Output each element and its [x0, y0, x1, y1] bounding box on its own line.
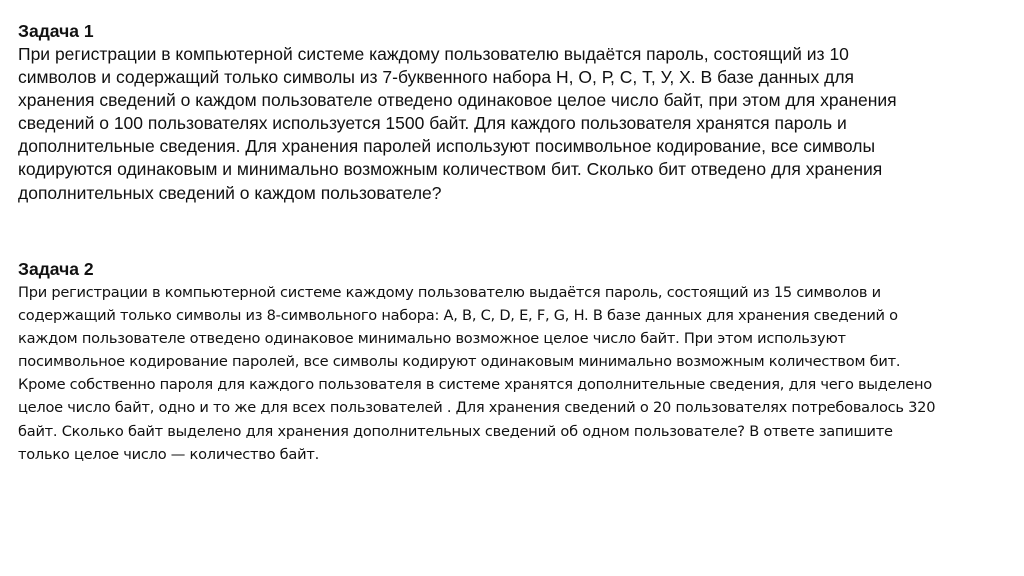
task-2-block [18, 258, 1008, 466]
task-1-line: кодируются одинаковым и минимально возможным количеством бит. Сколько бит отведено для хранения [18, 159, 883, 180]
task-2-line: целое число байт, одно и то же для всех пользователей . Для хранения сведений о 20 пользователях потребовалось 320 [18, 399, 936, 417]
task-2-line: посимвольное кодирование паролей, все символы кодируют одинаковым минимально возможным количеством бит. [18, 353, 901, 371]
task-2-line: байт. Сколько байт выделено для хранения дополнительных сведений об одном пользователе? В ответе запишите [18, 422, 893, 440]
task-2-line: При регистрации в компьютерной системе каждому пользователю выдаётся пароль, состоящий из 15 символов и [18, 284, 881, 301]
task-1-text [18, 43, 1008, 205]
task-1-title: Задача 1 [18, 21, 94, 41]
task-1-line: хранения сведений о каждом пользователе отведено одинаковое целое число байт, при этом для хранения [18, 90, 897, 111]
task-1-block [18, 20, 1008, 205]
task-2-title: Задача 2 [18, 259, 94, 279]
task-2-line: каждом пользователе отведено одинаковое минимально возможное целое число байт. При этом используют [18, 330, 846, 348]
task-1-line: дополнительные сведения. Для хранения паролей используют посимвольное кодирование, все символы [18, 136, 876, 157]
task-1-line: символов и содержащий только символы из 7-буквенного набора Н, О, Р, С, Т, У, Х. В базе данных для [18, 67, 855, 88]
task-1-line: сведений о 100 пользователях используется 1500 байт. Для каждого пользователя хранятся пароль и [18, 113, 847, 134]
task-1-line: дополнительных сведений о каждом пользователе? [18, 182, 442, 203]
task-2-line: Кроме собственно пароля для каждого пользователя в системе хранятся дополнительные сведения, для чего выделено [18, 376, 932, 394]
task-2-line: только целое число — количество байт. [18, 445, 319, 463]
task-2-line: содержащий только символы из 8-символьного набора: А, В, C, D, Е, F, G, H. В базе данных для хранения сведений о [18, 307, 898, 325]
task-2-text [18, 281, 1008, 466]
task-1-line: При регистрации в компьютерной системе каждому пользователю выдаётся пароль, состоящий из 10 [18, 44, 849, 64]
